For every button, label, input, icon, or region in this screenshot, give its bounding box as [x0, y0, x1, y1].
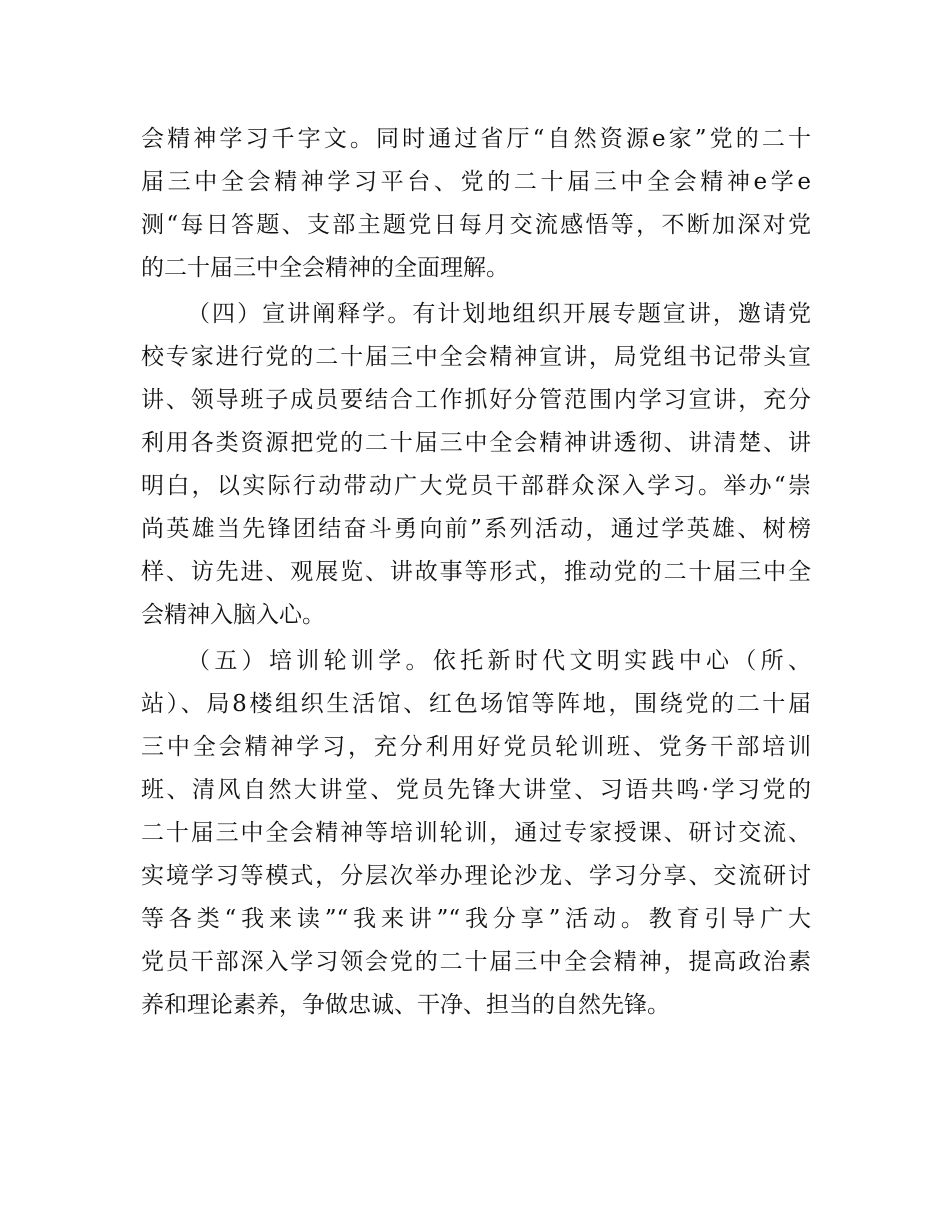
text-line: 党员干部深入学习领会党的二十届三中全会精神，提高政治素: [141, 949, 811, 975]
text-line: 尚英雄当先锋团结奋斗勇向前”系列活动，通过学英雄、树榜: [141, 516, 811, 542]
text-line: 养和理论素养，争做忠诚、干净、担当的自然先锋。: [141, 992, 670, 1018]
text-line: 站）、局8楼组织生活馆、红色场馆等阵地，围绕党的二十届: [141, 691, 811, 717]
document-body: [141, 118, 811, 1027]
text-line: 校专家进行党的二十届三中全会精神宣讲，局党组书记带头宣: [141, 344, 811, 370]
text-line: 讲、领导班子成员要结合工作抓好分管范围内学习宣讲，充分: [141, 387, 811, 413]
text-line: 明白，以实际行动带动广大党员干部群众深入学习。举办“崇: [141, 473, 811, 499]
text-line: 测“每日答题、支部主题党日每月交流感悟等，不断加深对党: [141, 212, 811, 238]
paragraph-five: [141, 640, 811, 1027]
text-line: （四）宣讲阐释学。有计划地组织开展专题宣讲，邀请党: [187, 301, 811, 327]
text-line: 样、访先进、观展览、讲故事等形式，推动党的二十届三中全: [141, 559, 811, 585]
text-line: 二十届三中全会精神等培训轮训，通过专家授课、研讨交流、: [141, 820, 811, 846]
text-line: 的二十届三中全会精神的全面理解。: [141, 255, 509, 281]
text-line: （五）培训轮训学。依托新时代文明实践中心（所、: [187, 648, 811, 674]
text-line: 利用各类资源把党的二十届三中全会精神讲透彻、讲清楚、讲: [141, 430, 811, 456]
text-line: 等各类“我来读”“我来讲”“我分享”活动。教育引导广大: [141, 906, 811, 932]
text-line: 会精神学习千字文。同时通过省厅“自然资源e家”党的二十: [141, 126, 811, 152]
text-line: 三中全会精神学习，充分利用好党员轮训班、党务干部培训: [141, 734, 811, 760]
text-line: 会精神入脑入心。: [141, 602, 325, 628]
text-line: 届三中全会精神学习平台、党的二十届三中全会精神e学e: [141, 169, 811, 195]
text-line: 实境学习等模式，分层次举办理论沙龙、学习分享、交流研讨: [141, 863, 811, 889]
paragraph-four: [141, 293, 811, 637]
paragraph-continuation: [141, 118, 811, 290]
text-line: 班、清风自然大讲堂、党员先锋大讲堂、习语共鸣·学习党的: [141, 777, 811, 803]
